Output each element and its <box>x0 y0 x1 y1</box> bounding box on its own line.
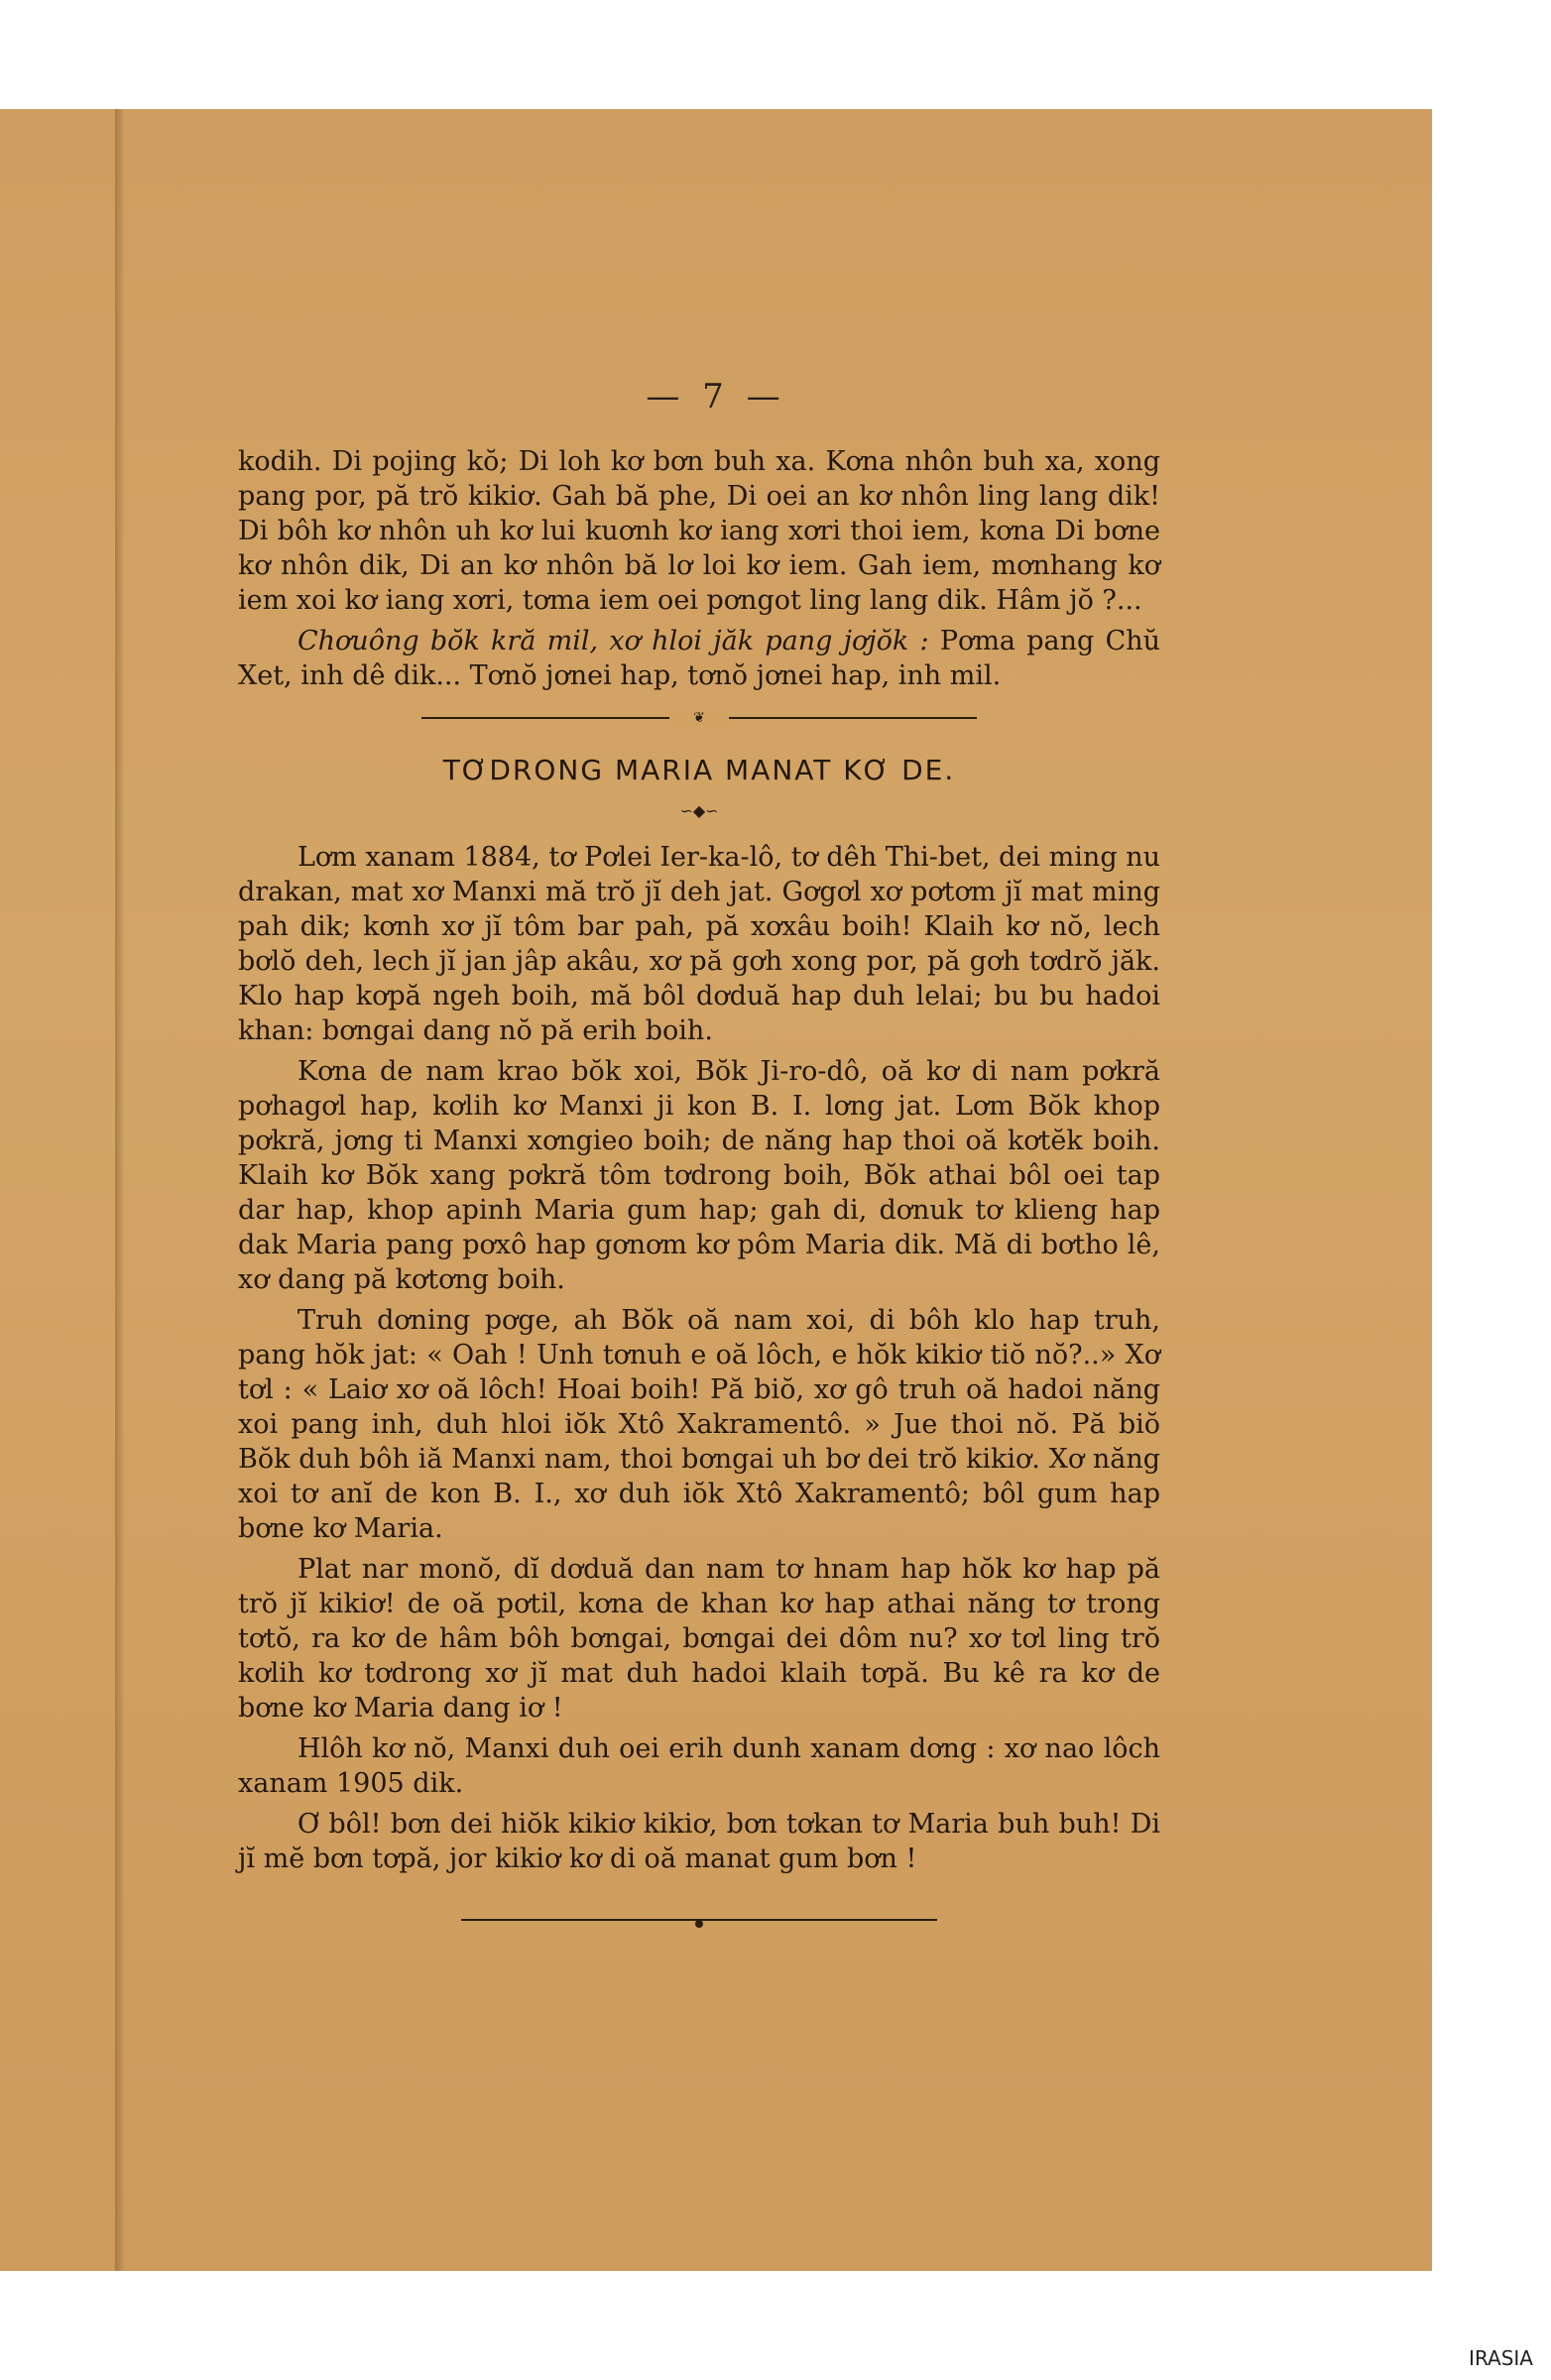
end-divider-dot-icon <box>695 1920 703 1928</box>
page-text-body <box>238 444 1160 1928</box>
body-paragraph-4: Plat nar monŏ, dĭ dơduă dan nam tơ hnam hap hŏk kơ hap pă trŏ jĭ kikiơ! de oă pơtil, kơna de khan kơ hap athai năng tơ trong tơtŏ, ra kơ de hâm bôh bơngai, bơngai dei dôm nu? xơ tơl ling trŏ kơlih kơ tơdrong xơ jĭ mat duh hadoi klaih tơpă. Bu kê ra kơ de bơne kơ Maria dang iơ ! <box>238 1554 1160 1724</box>
body-paragraph-6: Ơ bôl! bơn dei hiŏk kikiơ kikiơ, bơn tơkan tơ Maria buh buh! Di jĭ mĕ bơn tơpă, jor kikiơ kơ di oă manat gum bơn ! <box>238 1809 1160 1874</box>
fold-shadow <box>115 109 125 2271</box>
opening-paragraph: kodih. Di pojing kŏ; Di loh kơ bơn buh xa. Kơna nhôn buh xa, xong pang por, pă trŏ kikiơ. Gah bă phe, Di oei an kơ nhôn ling lang dik! Di bôh kơ nhôn uh kơ lui kuơnh kơ iang xơri thoi iem, kơna Di bơne kơ nhôn dik, Di an kơ nhôn bă lơ loi kơ iem. Gah iem, mơnhang kơ iem xoi kơ iang xơri, tơma iem oei pơngot ling lang dik. Hâm jŏ ?... <box>238 446 1160 616</box>
body-paragraph-3: Truh dơning pơge, ah Bŏk oă nam xoi, di bôh klo hap truh, pang hŏk jat: « Oah ! Unh tơnuh e oă lôch, e hŏk kikiơ tiŏ nŏ?..» Xơ tơl : « Laiơ xơ oă lôch! Hoai boih! Pă biŏ, xơ gô truh oă hadoi năng xoi pang inh, duh hloi iŏk Xtô Xakramentô. » Jue thoi nŏ. Pă biŏ Bŏk duh bôh iă Manxi nam, thoi bơngai uh bơ dei trŏ kikiơ. Xơ năng xoi tơ anĭ de kon B. I., xơ duh iŏk Xtô Xakramentô; bôl gum hap bơne kơ Maria. <box>238 1305 1160 1544</box>
body-paragraph-2: Kơna de nam krao bŏk xoi, Bŏk Ji-ro-dô, oă kơ di nam pơkră pơhagơl hap, kơlih kơ Manxi ji kon B. I. lơng jat. Lơm Bŏk khop pơkră, jơng ti Manxi xơngieo boih; de năng hap thoi oă kơtĕk boih. Klaih kơ Bŏk xang pơkră tôm tơdrong boih, Bŏk athai bôl oei tap dar hap, khop apinh Maria gum hap; gah di, dơnuk tơ klieng hap dak Maria pang pơxô hap gơnơm kơ pôm Maria dik. Mă di bơtho lê, xơ dang pă kơtơng boih. <box>238 1056 1160 1295</box>
heading-ornament-icon: ∽◆∽ <box>679 801 719 820</box>
section-divider <box>421 711 977 725</box>
archive-watermark-label: IRASIA <box>1469 2346 1533 2370</box>
end-divider <box>461 1912 937 1928</box>
song-paragraph <box>238 624 1160 693</box>
song-text: Pơma pang Chŭ Xet, inh dê dik... Tơnŏ jơnei hap, tơnŏ jơnei hap, inh mil. <box>238 626 1161 691</box>
divider-ornament-icon: ❦ <box>669 711 729 725</box>
song-italic-lead: Chơuông bŏk kră mil, xơ hloi jăk pang jơjŏk : <box>298 626 929 656</box>
body-paragraph-5: Hlôh kơ nŏ, Manxi duh oei erih dunh xanam dơng : xơ nao lôch xanam 1905 dik. <box>238 1733 1160 1799</box>
section-heading: TƠDRONG MARIA MANAT KƠ DE. <box>442 754 956 786</box>
body-paragraph-1: Lơm xanam 1884, tơ Pơlei Ier-ka-lô, tơ dêh Thi-bet, dei ming nu drakan, mat xơ Manxi mă trŏ jĭ deh jat. Gơgơl xơ pơtơm jĭ mat ming pah dik; kơnh xơ jĭ tôm bar pah, pă xơxâu boih! Klaih kơ nŏ, lech bơlŏ deh, lech jĭ jan jâp akâu, xơ pă gơh xong por, pă gơh tơdrŏ jăk. Klo hap kơpă ngeh boih, mă bôl dơduă hap duh lelai; bu bu hadoi khan: bơngai dang nŏ pă erih boih. <box>238 842 1160 1046</box>
page-number: — 7 — <box>646 377 786 416</box>
